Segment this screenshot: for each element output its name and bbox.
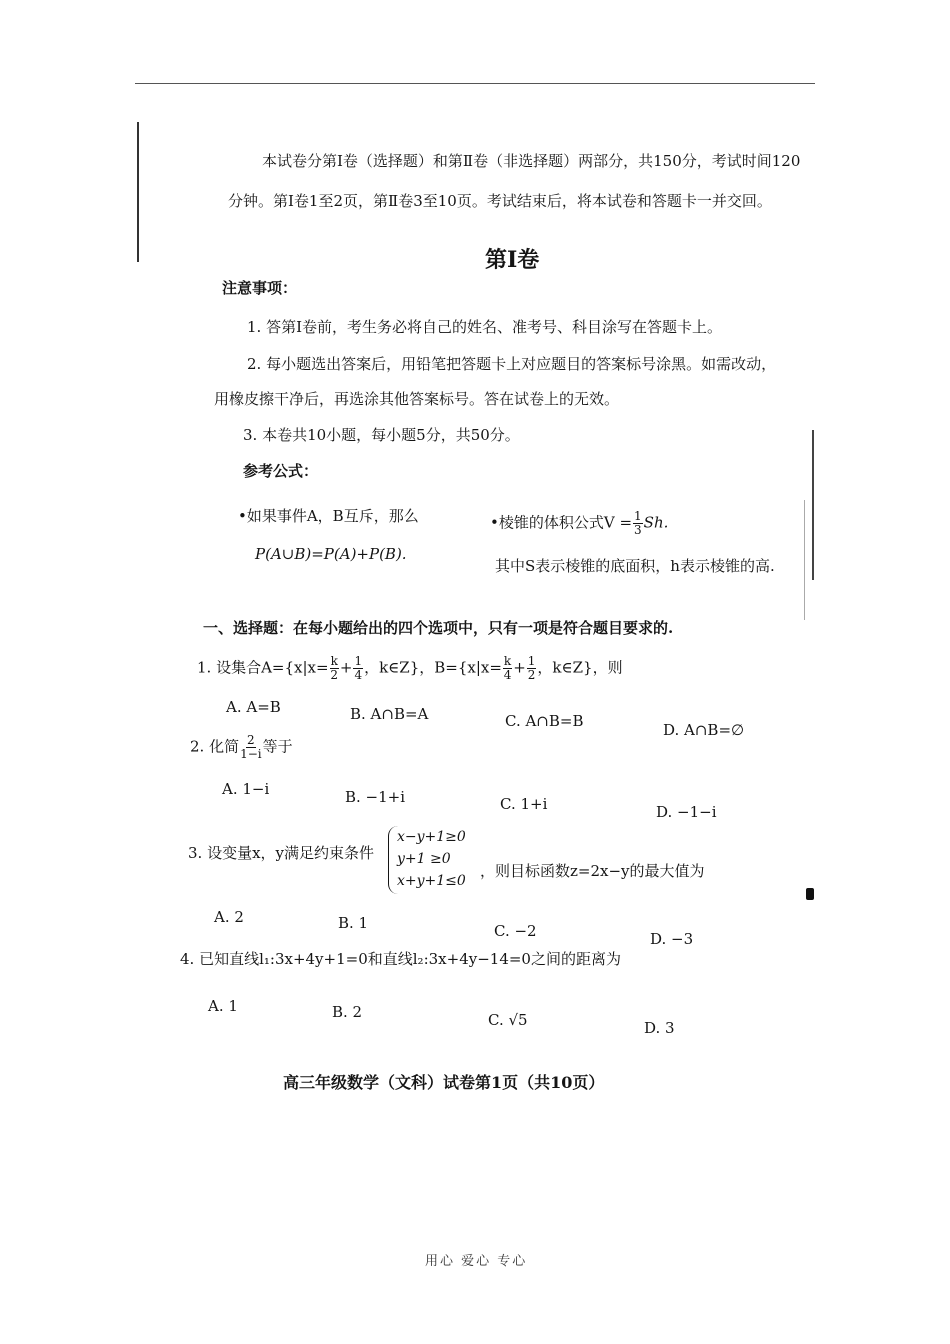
q2-fraction [240, 734, 262, 761]
q1-option-a: A. A=B [226, 698, 281, 716]
q2-option-d: D. −1−i [656, 803, 717, 821]
q1-f2-den: 4 [354, 668, 363, 682]
q3-option-d: D. −3 [650, 930, 694, 948]
formula-right-2: 其中S表示棱锥的底面积，h表示棱锥的高. [495, 557, 775, 575]
formulas-heading: 参考公式： [243, 462, 319, 480]
q3-option-b: B. 1 [338, 914, 369, 932]
q2-suffix: 等于 [262, 737, 293, 756]
q2-option-b: B. −1+i [345, 788, 406, 806]
q4-stem: 4. 已知直线l₁:3x+4y+1=0和直线l₂:3x+4y−14=0之间的距离为 [180, 950, 621, 968]
q2-f-den: 1−i [240, 747, 262, 761]
q4-option-b: B. 2 [332, 1003, 363, 1021]
scan-mark-left [137, 122, 139, 262]
part1-heading: 一、选择题：在每小题给出的四个选项中，只有一项是符合题目要求的. [203, 619, 674, 637]
formula-left-2: P(A∪B)=P(A)+P(B). [255, 545, 407, 563]
q1-prefix: 1. 设集合A={x|x= [197, 658, 329, 677]
formula-right-prefix: •棱锥的体积公式V = [490, 513, 633, 532]
bottom-note: 用心 爱心 专心 [425, 1254, 528, 1269]
formula-fraction [633, 510, 643, 537]
q1-option-d: D. A∩B=∅ [663, 721, 745, 739]
q1-f3-den: 4 [503, 668, 512, 682]
notice-item-2: 2. 每小题选出答案后，用铅笔把答题卡上对应题目的答案标号涂黑。如需改动， [247, 355, 777, 373]
q1-fraction-4 [527, 655, 537, 682]
q2-f-num: 2 [247, 733, 255, 747]
notice-item-2-cont: 用橡皮擦干净后，再选涂其他答案标号。答在试卷上的无效。 [214, 390, 620, 408]
q1-f3-num: k [503, 654, 512, 668]
q3-constraint-2: y+1 ≥0 [397, 851, 451, 867]
notice-item-3: 3. 本卷共10小题，每小题5分，共50分。 [243, 426, 520, 444]
q1-plus-1: + [339, 658, 353, 677]
q1-f4-num: 1 [527, 654, 536, 668]
formula-right-suffix: Sh. [643, 513, 669, 532]
formula-left-1: •如果事件A，B互斥，那么 [238, 507, 419, 525]
q1-f1-den: 2 [330, 668, 339, 682]
q1-fraction-2 [353, 655, 363, 682]
intro-line-1: 本试卷分第Ⅰ卷（选择题）和第Ⅱ卷（非选择题）两部分，共150分，考试时间120 [262, 152, 801, 170]
formula-right-1 [490, 510, 668, 537]
q3-prefix: 3. 设变量x，y满足约束条件 [188, 844, 375, 862]
q1-mid: ，k∈Z}，B={x|x= [364, 658, 502, 677]
q4-option-a: A. 1 [208, 997, 238, 1015]
top-rule [135, 83, 815, 84]
section-title: 第Ⅰ卷 [485, 247, 540, 273]
intro-line-2: 分钟。第Ⅰ卷1至2页，第Ⅱ卷3至10页。考试结束后，将本试卷和答题卡一并交回。 [228, 192, 772, 210]
q3-suffix: ，则目标函数z=2x−y的最大值为 [480, 862, 705, 880]
q3-option-a: A. 2 [214, 908, 244, 926]
q1-suffix: ，k∈Z}，则 [537, 658, 623, 677]
q1-option-c: C. A∩B=B [505, 712, 584, 730]
q1-plus-2: + [513, 658, 526, 677]
q1-option-b: B. A∩B=A [350, 705, 429, 723]
q2-stem [190, 734, 293, 761]
q1-stem [197, 655, 623, 682]
q1-fraction-3 [503, 655, 512, 682]
fraction-denominator: 3 [634, 523, 642, 537]
q3-constraint-1: x−y+1≥0 [397, 829, 466, 845]
q3-constraint-system [388, 826, 466, 894]
q1-f2-num: 1 [354, 654, 363, 668]
scan-mark-right-faint [804, 500, 805, 620]
q3-constraint-3: x+y+1≤0 [397, 873, 466, 889]
q3-option-c: C. −2 [494, 922, 537, 940]
notice-item-1: 1. 答第Ⅰ卷前，考生务必将自己的姓名、准考号、科目涂写在答题卡上。 [247, 318, 723, 336]
q4-option-d: D. 3 [644, 1019, 675, 1037]
scan-dot [806, 888, 814, 900]
scan-mark-right [812, 430, 814, 580]
q1-f4-den: 2 [527, 668, 536, 682]
fraction-numerator: 1 [634, 509, 642, 523]
q1-f1-num: k [330, 654, 338, 668]
q2-option-a: A. 1−i [222, 780, 270, 798]
notice-heading: 注意事项： [222, 279, 298, 297]
q4-option-c: C. √5 [488, 1011, 528, 1029]
q2-option-c: C. 1+i [500, 795, 548, 813]
q1-fraction-1 [330, 655, 339, 682]
q2-prefix: 2. 化简 [190, 737, 240, 756]
page-footer: 高三年级数学（文科）试卷第1页（共10页） [283, 1073, 605, 1092]
